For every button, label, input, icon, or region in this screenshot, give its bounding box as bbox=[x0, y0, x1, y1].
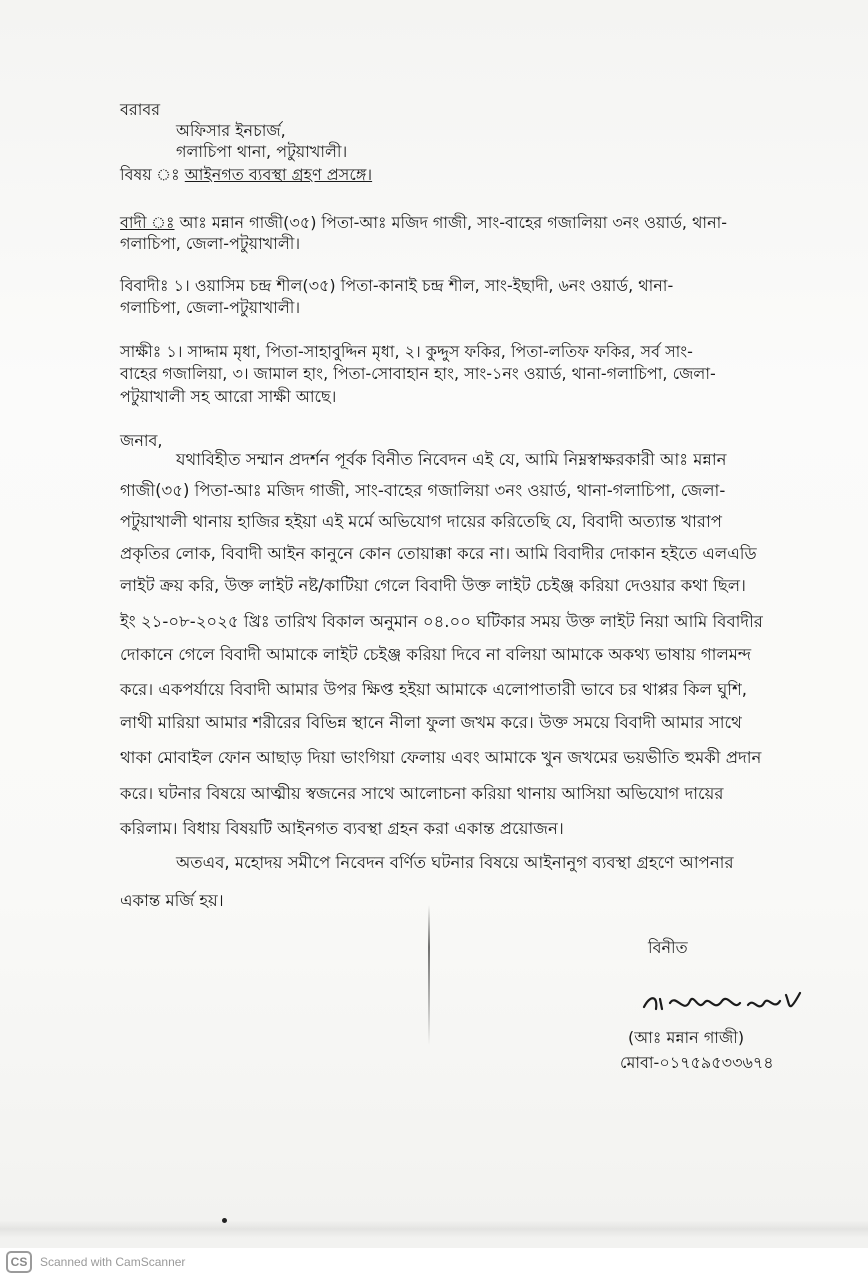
defendant-line-1: বিবাদীঃ ১। ওয়াসিম চন্দ্র শীল(৩৫) পিতা-কানাই চন্দ্র শীল, সাং-ইছাদী, ৬নং ওয়ার্ড, থানা- bbox=[120, 276, 674, 295]
recipient-title: অফিসার ইনচার্জ, bbox=[176, 121, 286, 140]
recipient-address: গলাচিপা থানা, পটুয়াখালী। bbox=[176, 142, 348, 161]
plaintiff-label: বাদী ঃ bbox=[120, 213, 175, 232]
body-line: করে। ঘটনার বিষয়ে আত্মীয় স্বজনের সাথে আলোচনা করিয়া থানায় আসিয়া অভিযোগ দায়ের bbox=[120, 784, 724, 803]
body-line: লাইট ক্রয় করি, উক্ত লাইট নষ্ট/কাটিয়া গেলে বিবাদী উক্ত লাইট চেইঞ্জ করিয়া দেওয়ার কথা ছিল। bbox=[120, 576, 746, 595]
body-line: গাজী(৩৫) পিতা-আঃ মজিদ গাজী, সাং-বাহের গজালিয়া ৩নং ওয়ার্ড, থানা-গলাচিপা, জেলা- bbox=[120, 481, 726, 500]
closing-line-2: একান্ত মর্জি হয়। bbox=[120, 891, 224, 910]
body-line: করিলাম। বিধায় বিষয়টি আইনগত ব্যবস্থা গ্রহন করা একান্ত প্রয়োজন। bbox=[120, 819, 564, 838]
ink-dot bbox=[222, 1218, 227, 1223]
valediction: বিনীত bbox=[648, 938, 688, 957]
subject-label: বিষয় ঃ bbox=[120, 165, 180, 184]
camscanner-logo-icon: CS bbox=[6, 1251, 32, 1273]
subject-text: আইনগত ব্যবস্থা গ্রহণ প্রসঙ্গে। bbox=[184, 165, 373, 184]
signature-name: (আঃ মন্নান গাজী) bbox=[628, 1028, 745, 1047]
signature-phone: মোবা-০১৭৫৯৫৩৩৬৭৪ bbox=[620, 1053, 774, 1072]
scanner-footer bbox=[0, 1248, 868, 1280]
witness-line-3: পটুয়াখালী সহ আরো সাক্ষী আছে। bbox=[120, 387, 337, 406]
signature-scribble bbox=[640, 985, 810, 1021]
body-line: লাথী মারিয়া আমার শরীরের বিভিন্ন স্থানে নীলা ফুলা জখম করে। উক্ত সময়ে বিবাদী আমার সাথে bbox=[120, 713, 742, 732]
body-line: দোকানে গেলে বিবাদী আমাকে লাইট চেইঞ্জ করিয়া দিবে না বলিয়া আমাকে অকথ্য ভাষায় গালমন্দ bbox=[120, 645, 752, 664]
paper-fold-mark bbox=[428, 905, 430, 1045]
plaintiff-line-1 bbox=[120, 213, 727, 233]
witness-line-2: বাহের গজালিয়া, ৩। জামাল হাং, পিতা-সোবাহান হাং, সাং-১নং ওয়ার্ড, থানা-গলাচিপা, জেলা- bbox=[120, 364, 716, 383]
scanner-watermark: Scanned with CamScanner bbox=[40, 1255, 186, 1269]
witness-line-1: সাক্ষীঃ ১। সাদ্দাম মৃধা, পিতা-সাহাবুদ্দিন মৃধা, ২। কুদ্দুস ফকির, পিতা-লতিফ ফকির, সর্ব সাং- bbox=[120, 342, 693, 361]
plaintiff-line-2: গলাচিপা, জেলা-পটুয়াখালী। bbox=[120, 234, 301, 253]
body-line: যথাবিহীত সম্মান প্রদর্শন পূর্বক বিনীত নিবেদন এই যে, আমি নিম্নস্বাক্ষরকারী আঃ মন্নান bbox=[176, 450, 727, 469]
body-line: ইং ২১-০৮-২০২৫ খ্রিঃ তারিখ বিকাল অনুমান ০৪.০০ ঘটিকার সময় উক্ত লাইট নিয়া আমি বিবাদীর bbox=[120, 612, 763, 631]
paper-crease bbox=[0, 1220, 868, 1238]
body-line: করে। একপর্যায়ে বিবাদী আমার উপর ক্ষিপ্ত হইয়া আমাকে এলোপাতারী ভাবে চর থাপ্পর কিল ঘুশি, bbox=[120, 680, 748, 699]
closing-line-1: অতএব, মহোদয় সমীপে নিবেদন বর্ণিত ঘটনার বিষয়ে আইনানুগ ব্যবস্থা গ্রহণে আপনার bbox=[176, 853, 734, 872]
greeting: জনাব, bbox=[120, 431, 163, 450]
body-line: প্রকৃতির লোক, বিবাদী আইন কানুনে কোন তোয়াক্কা করে না। আমি বিবাদীর দোকান হইতে এলএডি bbox=[120, 544, 757, 563]
body-line: থাকা মোবাইল ফোন আছাড় দিয়া ভাংগিয়া ফেলায় এবং আমাকে খুন জখমের ভয়ভীতি হুমকী প্রদান bbox=[120, 748, 762, 767]
defendant-line-2: গলাচিপা, জেলা-পটুয়াখালী। bbox=[120, 298, 301, 317]
salutation: বরাবর bbox=[120, 100, 161, 119]
subject-line bbox=[120, 165, 372, 185]
plaintiff-details: আঃ মন্নান গাজী(৩৫) পিতা-আঃ মজিদ গাজী, সাং-বাহের গজালিয়া ৩নং ওয়ার্ড, থানা- bbox=[179, 213, 728, 232]
body-line: পটুয়াখালী থানায় হাজির হইয়া এই মর্মে অভিযোগ দায়ের করিতেছি যে, বিবাদী অত্যান্ত খারাপ bbox=[120, 512, 722, 531]
